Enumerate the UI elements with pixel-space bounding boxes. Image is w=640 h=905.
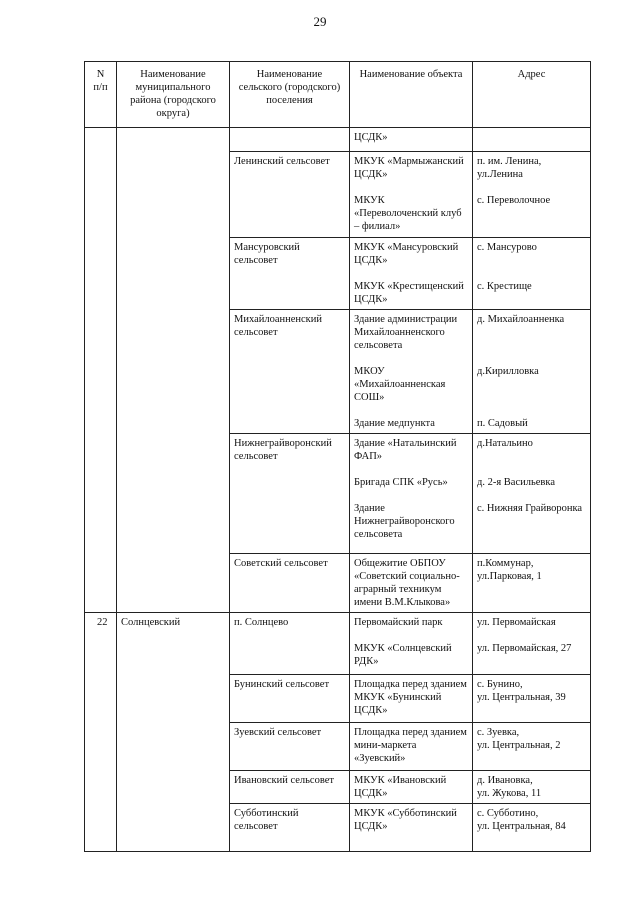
object-line: ЦСДК» — [354, 132, 388, 143]
settlement-line: Нижнеграйворонский — [234, 438, 332, 449]
cell-object — [350, 804, 473, 852]
settlement-line: сельсовет — [234, 821, 278, 832]
header-text-line: Наименование — [140, 69, 206, 80]
cell-object — [350, 554, 473, 613]
settlement-line: сельсовет — [234, 255, 278, 266]
cell-address — [473, 310, 591, 434]
address-line: п. им. Ленина, — [477, 156, 542, 167]
object-line: ЦСДК» — [354, 821, 388, 832]
address-line: д.Кирилловка — [477, 366, 539, 377]
cell-object — [350, 434, 473, 554]
object-line: МКУК «Крестищенский — [354, 281, 464, 292]
cell-address — [473, 152, 591, 238]
cell-settlement — [230, 128, 350, 152]
cell-settlement — [230, 771, 350, 804]
object-line: Площадка перед зданием — [354, 727, 467, 738]
object-line: «Михайлоанненская — [354, 379, 446, 390]
settlement-line: Михайлоанненский — [234, 314, 323, 325]
header-settlement — [230, 62, 350, 128]
cell-object — [350, 152, 473, 238]
cell-num — [85, 128, 117, 613]
page-number: 29 — [313, 14, 327, 29]
object-line: Первомайский парк — [354, 617, 443, 628]
object-line: ЦСДК» — [354, 294, 388, 305]
objects-table — [84, 61, 591, 852]
cell-object — [350, 310, 473, 434]
address-line: с. Мансурово — [477, 242, 537, 253]
cell-object — [350, 675, 473, 723]
object-line: МКУК «Мансуровский — [354, 242, 459, 253]
object-line: Здание администрации — [354, 314, 458, 325]
settlement-line: п. Солнцево — [234, 617, 289, 628]
object-line: Площадка перед зданием — [354, 679, 467, 690]
header-text-line: округа) — [156, 108, 190, 119]
cell-object — [350, 723, 473, 771]
address-line: ул.Ленина — [477, 169, 523, 180]
header-text-line: муниципального — [135, 82, 211, 93]
address-line: п. Садовый — [477, 418, 528, 429]
object-line: Общежитие ОБПОУ — [354, 558, 446, 569]
header-district — [117, 62, 230, 128]
cell-address — [473, 675, 591, 723]
cell-object — [350, 771, 473, 804]
address-line: с. Крестище — [477, 281, 532, 292]
object-line: Здание «Натальинский — [354, 438, 457, 449]
object-line: МКУК — [354, 195, 385, 206]
cell-address — [473, 771, 591, 804]
cell-address — [473, 128, 591, 152]
object-line: – филиал» — [354, 221, 401, 232]
object-line: МКУК «Ивановский — [354, 775, 447, 786]
address-line: с. Зуевка, — [477, 727, 520, 738]
cell-settlement — [230, 554, 350, 613]
header-address — [473, 62, 591, 128]
settlement-line: Бунинский сельсовет — [234, 679, 330, 690]
header-text-line: Наименование — [256, 69, 323, 80]
object-line: мини-маркета — [354, 740, 417, 751]
object-line: Михайлоанненского — [354, 327, 445, 338]
table-row — [85, 613, 591, 675]
header-text-line: сельского (городского) — [238, 82, 341, 93]
settlement-line: сельсовет — [234, 451, 278, 462]
cell-settlement — [230, 310, 350, 434]
settlement-line: Зуевский сельсовет — [234, 727, 322, 738]
cell-settlement — [230, 723, 350, 771]
header-text-line: Наименование объекта — [359, 69, 463, 80]
object-line: «Советский социально- — [354, 571, 460, 582]
object-line: «Зуевский» — [354, 753, 406, 764]
object-line: ЦСДК» — [354, 169, 388, 180]
cell-address — [473, 238, 591, 310]
object-line: ЦСДК» — [354, 255, 388, 266]
object-line: Здание медпункта — [354, 418, 435, 429]
address-line: с. Субботино, — [477, 808, 539, 819]
address-line: с. Нижняя Грайворонка — [477, 503, 583, 514]
table-row — [85, 128, 591, 152]
cell-settlement — [230, 613, 350, 675]
address-line: с. Переволочное — [477, 195, 551, 206]
cell-settlement — [230, 675, 350, 723]
address-line: д. Ивановка, — [477, 775, 533, 786]
cell-object — [350, 613, 473, 675]
table-body — [85, 128, 591, 852]
cell-address — [473, 554, 591, 613]
header-text-line: района (городского — [130, 95, 216, 106]
cell-address — [473, 723, 591, 771]
object-line: сельсовета — [354, 340, 403, 351]
settlement-line: Ивановский сельсовет — [234, 775, 334, 786]
address-line: д.Натальино — [477, 438, 533, 449]
cell-object — [350, 238, 473, 310]
object-line: СОШ» — [354, 392, 385, 403]
object-line: ЦСДК» — [354, 788, 388, 799]
cell-district: Солнцевский — [117, 613, 230, 852]
settlement-line: Мансуровский — [234, 242, 300, 253]
table-header-row — [85, 62, 591, 128]
object-line: имени В.М.Клыкова» — [354, 597, 451, 608]
address-line: ул. Центральная, 39 — [477, 692, 566, 703]
header-num — [85, 62, 117, 128]
header-text-line: N — [96, 69, 105, 80]
address-line: п.Коммунар, — [477, 558, 534, 569]
address-line: с. Бунино, — [477, 679, 523, 690]
object-line: Бригада СПК «Русь» — [354, 477, 448, 488]
address-line: ул. Первомайская, 27 — [477, 643, 572, 654]
object-line: МКОУ — [354, 366, 385, 377]
cell-settlement — [230, 238, 350, 310]
cell-district — [117, 128, 230, 613]
cell-address — [473, 613, 591, 675]
address-line: ул. Центральная, 84 — [477, 821, 566, 832]
object-line: ЦСДК» — [354, 705, 388, 716]
object-line: МКУК «Солнцевский — [354, 643, 452, 654]
object-line: МКУК «Субботинский — [354, 808, 457, 819]
settlement-line: Ленинский сельсовет — [234, 156, 330, 167]
settlement-line: сельсовет — [234, 327, 278, 338]
object-line: ФАП» — [354, 451, 383, 462]
object-line: Здание — [354, 503, 385, 514]
header-text-line: п/п — [93, 82, 108, 93]
address-line: ул.Парковая, 1 — [477, 571, 542, 582]
object-line: «Переволоченский клуб — [354, 208, 462, 219]
header-text-line: поселения — [266, 95, 313, 106]
cell-num: 22 — [85, 613, 117, 852]
settlement-line: Субботинский — [234, 808, 299, 819]
header-text-line: Адрес — [517, 69, 546, 80]
cell-address — [473, 804, 591, 852]
cell-settlement — [230, 434, 350, 554]
settlement-line: Советский сельсовет — [234, 558, 328, 569]
object-line: Нижнеграйворонского — [354, 516, 455, 527]
cell-address — [473, 434, 591, 554]
object-line: сельсовета — [354, 529, 403, 540]
cell-object — [350, 128, 473, 152]
object-line: МКУК «Мармыжанский — [354, 156, 464, 167]
address-line: ул. Центральная, 2 — [477, 740, 561, 751]
object-line: МКУК «Бунинский — [354, 692, 442, 703]
address-line: д. 2-я Васильевка — [477, 477, 555, 488]
address-line: ул. Жукова, 11 — [477, 788, 542, 799]
object-line: аграрный техникум — [354, 584, 442, 595]
cell-settlement — [230, 804, 350, 852]
header-object — [350, 62, 473, 128]
cell-settlement — [230, 152, 350, 238]
object-line: РДК» — [354, 656, 379, 667]
address-line: ул. Первомайская — [477, 617, 556, 628]
address-line: д. Михайлоанненка — [477, 314, 565, 325]
